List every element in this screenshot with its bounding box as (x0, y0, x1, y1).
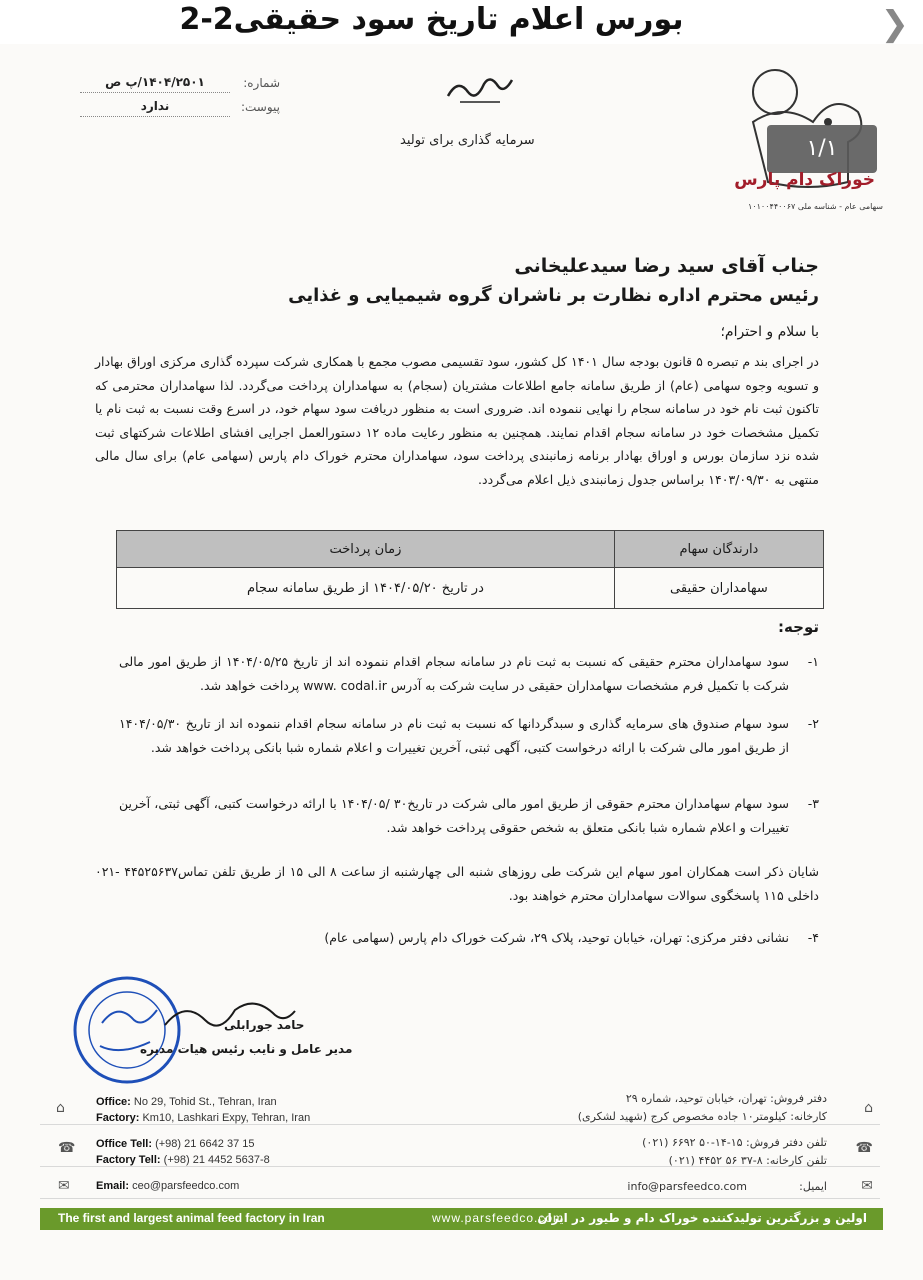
footer-factory (96, 1112, 310, 1124)
recipient: جناب آقای سید رضا سیدعلیخانی (514, 255, 819, 277)
factory-tel-value: (+98) 21 4452 5637-8 (163, 1154, 270, 1166)
fa-email-value[interactable]: info@parsfeedco.com (627, 1180, 747, 1193)
footer-fa-factory-tel: تلفن کارخانه: ۸-۳۷ ۵۶ ۴۴۵۲ (۰۲۱) (668, 1154, 827, 1167)
fa-email-label: ایمیل: (799, 1180, 827, 1193)
signer-name: حامد جورابلی (224, 1018, 305, 1032)
note-item (119, 792, 819, 839)
letter-body: در اجرای بند م تبصره ۵ قانون بودجه سال ۱۴۰۱ کل کشور، سود تقسیمی مصوب مجمع با همکاری شرکت سپرده گذاری مرکزی اوراق بهادار و تسویه وجوه سهامی (عام) از طریق سامانه جامع اطلاعات مشتریان (سجام) به سهامداران پرداخت می‌گردد. لذا سهامداران محترمی که تاکنون ثبت نام خود در سامانه سجام را نهایی ننموده اند. ضروری است به منظور دریافت سود سهام خود، در اسرع وقت نسبت به ثبت نام یا تکمیل مشخصات خود در سامانه سجام اقدام نمایند. همچنین به منظور رعایت ماده ۱۲ دستورالعمل اجرایی افشای اطلاعات شرکتهای ثبت شده نزد سازمان بورس و اوراق بهادار برنامه زمانبندی پرداخت سود، سهامداران محترم خوراک دام پارس (سهامی عام) برای سال مالی منتهی به ۱۴۰۳/۰۹/۳۰ براساس جدول زمانبندی ذیل اعلام می‌گردد. (95, 354, 819, 487)
note-text: سود سهام سهامداران محترم حقوقی از طریق امور مالی شرکت در تاریخ۳۰ /۱۴۰۴/۰۵ با ارائه درخواست کتبی، آگهی ثبتی، آخرین تغییرات و اعلام شماره شبا بانکی متعلق به شخص حقوقی پرداخت خواهد شد. (119, 796, 790, 835)
footer-fa-factory: کارخانه: کیلومتر۱۰ جاده مخصوص کرج (شهید لشکری) (577, 1110, 827, 1123)
attachment-label: پیوست: (240, 100, 280, 114)
company-name: خوراک دام پارس (734, 170, 875, 190)
note-text: نشانی دفتر مرکزی: تهران، خیابان توحید، پلاک ۲۹، شرکت خوراک دام پارس (سهامی عام) (324, 930, 789, 945)
footer-email (96, 1180, 239, 1192)
office-value: No 29, Tohid St., Tehran, Iran (133, 1096, 277, 1108)
footer-divider (40, 1198, 880, 1199)
note-item (119, 650, 819, 697)
number-row (60, 72, 280, 96)
page-counter-badge: ۱/۱ (767, 125, 877, 173)
address-note (119, 926, 819, 950)
table-row (117, 568, 824, 609)
calligraphy-emblem-icon (440, 68, 520, 108)
table-cell: سهامداران حقیقی (614, 568, 823, 609)
footer-green-bar (40, 1208, 883, 1230)
footer-fa-email (627, 1180, 827, 1193)
greeting: با سلام و احترام؛ (720, 324, 819, 340)
footer-divider (40, 1124, 880, 1125)
note-number: ۲- (807, 716, 819, 731)
recipient-title: رئیس محترم اداره نظارت بر ناشران گروه شیمیایی و غذایی (288, 285, 819, 306)
office-tel-value: (+98) 21 6642 37 15 (155, 1138, 255, 1150)
table-header: دارندگان سهام (614, 531, 823, 568)
company-id: سهامی عام - شناسه ملی ۱۰۱۰۰۴۴۰۰۶۷ (748, 202, 883, 211)
note-number: ۴- (807, 930, 819, 945)
footer-office-tel (96, 1138, 254, 1150)
payment-schedule-table (116, 530, 824, 609)
email-value[interactable]: ceo@parsfeedco.com (132, 1180, 240, 1192)
top-app-bar (0, 0, 923, 44)
note-text: سود سهام صندوق های سرمایه گذاری و سبدگردانها که نسبت به ثبت نام در سامانه سجام اقدام ننموده اند از تاریخ ۱۴۰۴/۰۵/۳۰ از طریق امور مالی شرکت با ارائه درخواست کتبی، آگهی ثبتی، آخرین تغییرات و اعلام شماره شبا بانکی پرداخت خواهد شد. (119, 716, 789, 755)
footer-fa-office: دفتر فروش: تهران، خیابان توحید، شماره ۲۹ (625, 1092, 827, 1105)
phone-icon: ☎ (58, 1140, 76, 1156)
back-chevron-icon[interactable]: ❯ (880, 4, 909, 44)
factory-value: Km10, Lashkari Expy, Tehran, Iran (142, 1112, 311, 1124)
table-cell: در تاریخ ۱۴۰۴/۰۵/۲۰ از طریق سامانه سجام (117, 568, 615, 609)
attachment-row (60, 96, 280, 120)
email-icon: ✉ (861, 1178, 873, 1194)
signer-title: مدیر عامل و نایب رئیس هیات مدیره (140, 1042, 353, 1056)
factory-label: Factory: (96, 1112, 140, 1124)
footer-tagline-fa: اولین و بزرگترین تولیدکننده خوراک دام و طیور در ایران (537, 1211, 867, 1225)
note-item (119, 712, 819, 759)
letter-meta (60, 72, 280, 120)
table-header: زمان پرداخت (117, 531, 615, 568)
footer-tagline-en: The first and largest animal feed factory in Iran (58, 1211, 325, 1225)
table-header-row (117, 531, 824, 568)
motto: سرمایه گذاری برای تولید (400, 133, 535, 148)
email-icon: ✉ (58, 1178, 70, 1194)
phone-icon: ☎ (855, 1140, 873, 1156)
note-number: ۳- (807, 796, 819, 811)
page-title: بورس اعلام تاریخ سود حقیقی2-2 (179, 2, 684, 37)
office-label: Office: (96, 1096, 131, 1108)
home-icon: ⌂ (864, 1100, 873, 1116)
number-label: شماره: (243, 76, 280, 90)
footer-factory-tel (96, 1154, 270, 1166)
note-text: سود سهامداران محترم حقیقی که نسبت به ثبت نام در سامانه سجام اقدام ننموده اند از تاریخ ۱۴۰۴/۰۵/۲۵ از طریق امور مالی شرکت با تکمیل فرم مشخصات سهامداران حقیقی در سایت شرکت به آدرس www. codal.ir پرداخت خواهد شد. (119, 654, 789, 693)
note-number: ۱- (807, 654, 819, 669)
email-label: Email: (96, 1180, 130, 1192)
factory-tel-label: Factory Tell: (96, 1154, 161, 1166)
footer-office (96, 1096, 277, 1108)
footer-website[interactable]: www.parsfeedco.com (432, 1211, 565, 1225)
contact-paragraph: شایان ذکر است همکاران امور سهام این شرکت طی روزهای شنبه الی چهارشنبه از ساعت ۸ الی ۱۵ از طریق تلفن تماس۴۴۵۲۵۶۳۷ -۰۲۱ داخلی ۱۱۵ پاسخگوی سوالات سهامداران محترم خواهند بود. (95, 864, 819, 903)
notes-title: توجه: (778, 618, 819, 636)
footer-fa-office-tel: تلفن دفتر فروش: ۱۵-۱۴-۵۰ ۶۶۹۲ (۰۲۱) (642, 1136, 827, 1149)
attachment-value: ندارد (80, 96, 230, 117)
office-tel-label: Office Tell: (96, 1138, 153, 1150)
home-icon: ⌂ (56, 1100, 65, 1116)
number-value: ۱۴۰۴/۲۵۰۱/پ ص (80, 72, 230, 93)
